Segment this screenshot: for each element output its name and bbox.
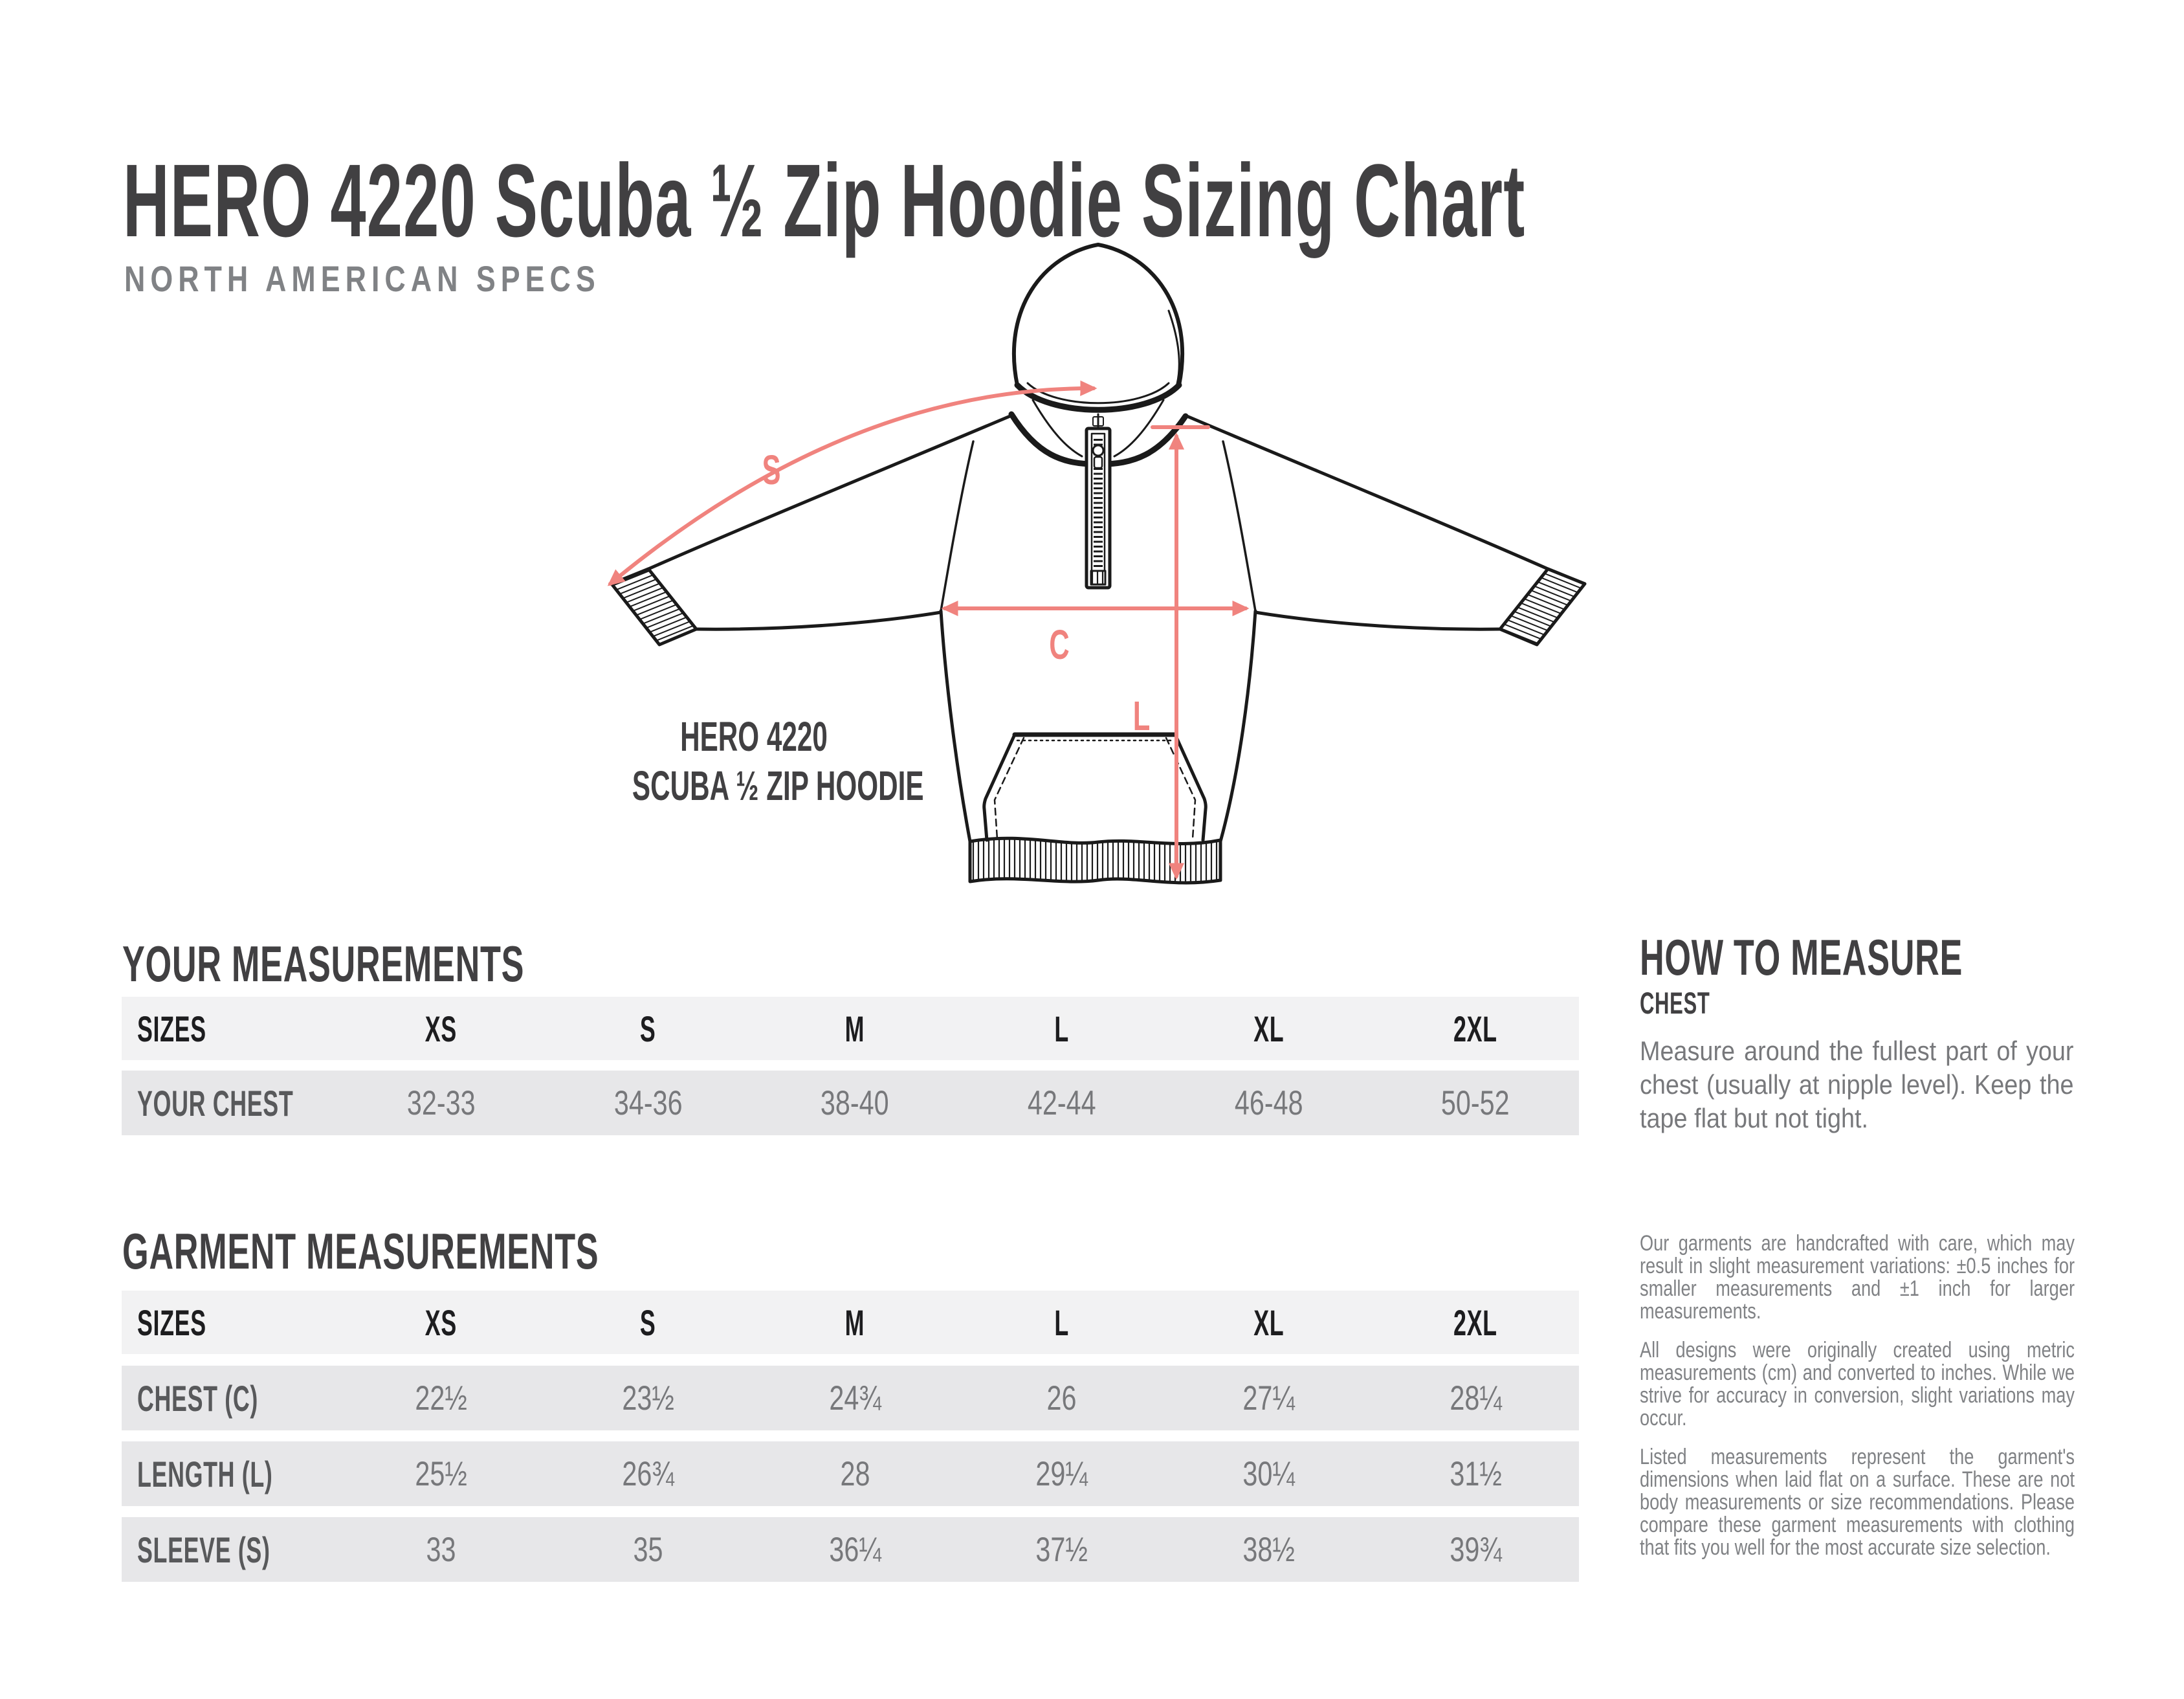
cell-value: 32-33 bbox=[406, 1083, 476, 1122]
product-label bbox=[632, 712, 924, 810]
cell-value: 35 bbox=[633, 1530, 663, 1569]
hoodie-technical-drawing bbox=[582, 227, 1618, 938]
cell-value: 28¼ bbox=[1449, 1379, 1502, 1417]
table-row-sleeve bbox=[122, 1517, 1579, 1582]
page-title: HERO 4220 Scuba ½ Zip Hoodie Sizing Chart bbox=[123, 142, 1526, 258]
page-subtitle: NORTH AMERICAN SPECS bbox=[124, 258, 601, 299]
cell-value: 25½ bbox=[415, 1454, 468, 1493]
note-paragraph-variations: Our garments are handcrafted with care, which may result in slight measurement variations: ±0.5 inches for smaller measurements and ±1 inch for larger measurements. bbox=[1640, 1231, 2075, 1324]
table-row-your-chest bbox=[122, 1071, 1579, 1135]
cell-value: 30¼ bbox=[1242, 1454, 1295, 1493]
column-header-m: M bbox=[844, 1302, 865, 1343]
column-header-sizes: SIZES bbox=[137, 1008, 206, 1049]
row-label: CHEST (C) bbox=[137, 1377, 258, 1419]
cell-value: 24¾ bbox=[828, 1379, 881, 1417]
column-header-s: S bbox=[640, 1008, 656, 1049]
cell-value: 26 bbox=[1046, 1379, 1077, 1417]
column-header-2xl: 2XL bbox=[1453, 1302, 1497, 1343]
cell-value: 27¼ bbox=[1242, 1379, 1295, 1417]
cell-value: 34-36 bbox=[613, 1083, 683, 1122]
measurement-notes bbox=[1640, 1232, 2075, 1575]
row-label: YOUR CHEST bbox=[137, 1082, 294, 1124]
note-paragraph-metric: All designs were originally created using metric measurements (cm) and converted to inches. While we strive for accuracy in conversion, slight variations may occur. bbox=[1640, 1338, 2075, 1430]
column-header-xs: XS bbox=[425, 1302, 458, 1343]
column-header-xl: XL bbox=[1253, 1302, 1285, 1343]
cell-value: 23½ bbox=[622, 1379, 674, 1417]
column-header-l: L bbox=[1054, 1008, 1070, 1049]
column-header-2xl: 2XL bbox=[1453, 1008, 1497, 1049]
cell-value: 42-44 bbox=[1027, 1083, 1096, 1122]
column-header-s: S bbox=[640, 1302, 656, 1343]
cell-value: 39¾ bbox=[1449, 1530, 1502, 1569]
cell-value: 22½ bbox=[415, 1379, 468, 1417]
note-paragraph-flat: Listed measurements represent the garment's dimensions when laid flat on a surface. These are not body measurements or size recommendations. Please compare these garment measurements with clothing that fits you well for the most accurate size selection. bbox=[1640, 1445, 2075, 1560]
row-label: SLEEVE (S) bbox=[137, 1529, 270, 1570]
cell-value: 31½ bbox=[1449, 1454, 1502, 1493]
cell-value: 50-52 bbox=[1441, 1083, 1510, 1122]
your-measurements-header-row bbox=[122, 997, 1579, 1060]
how-to-measure-subheading: CHEST bbox=[1640, 986, 1710, 1020]
product-label-line2: SCUBA ½ ZIP HOODIE bbox=[632, 762, 924, 809]
cell-value: 38-40 bbox=[821, 1083, 890, 1122]
cell-value: 29¼ bbox=[1035, 1454, 1088, 1493]
product-label-line1: HERO 4220 bbox=[680, 713, 828, 760]
row-label: LENGTH (L) bbox=[137, 1453, 273, 1494]
cell-value: 26¾ bbox=[622, 1454, 674, 1493]
column-header-xl: XL bbox=[1253, 1008, 1285, 1049]
column-header-l: L bbox=[1054, 1302, 1070, 1343]
garment-measurements-heading: GARMENT MEASUREMENTS bbox=[122, 1223, 599, 1280]
cell-value: 33 bbox=[426, 1530, 456, 1569]
how-to-measure-heading: HOW TO MEASURE bbox=[1640, 929, 1963, 986]
your-measurements-heading: YOUR MEASUREMENTS bbox=[122, 935, 525, 992]
chest-annotation: C bbox=[1049, 621, 1070, 669]
table-row-length bbox=[122, 1441, 1579, 1506]
column-header-xs: XS bbox=[425, 1008, 458, 1049]
length-annotation: L bbox=[1132, 692, 1151, 740]
cell-value: 37½ bbox=[1035, 1530, 1088, 1569]
cell-value: 36¼ bbox=[828, 1530, 881, 1569]
cell-value: 46-48 bbox=[1234, 1083, 1303, 1122]
sleeve-annotation: S bbox=[762, 446, 781, 494]
how-to-measure-body: Measure around the fullest part of your chest (usually at nipple level). Keep the tape flat but not tight. bbox=[1640, 1036, 2074, 1133]
table-row-chest bbox=[122, 1366, 1579, 1430]
cell-value: 28 bbox=[840, 1454, 870, 1493]
garment-measurements-header-row bbox=[122, 1291, 1579, 1354]
column-header-sizes: SIZES bbox=[137, 1302, 206, 1343]
cell-value: 38½ bbox=[1242, 1530, 1295, 1569]
column-header-m: M bbox=[844, 1008, 865, 1049]
